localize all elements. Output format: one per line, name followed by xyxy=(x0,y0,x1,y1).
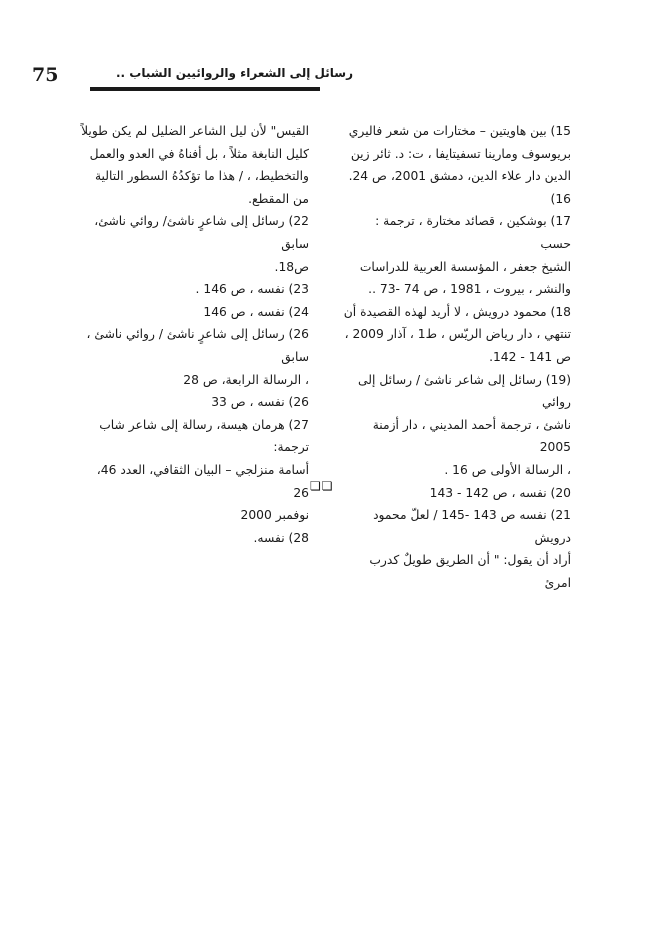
note-line: 26) رسائل إلى شاعرٍ ناشئ / روائي ناشئ ، سابق xyxy=(86,327,309,364)
end-mark: ❏❏ xyxy=(310,479,334,493)
note-line: 20) نفسه ، ص 142 - 143 xyxy=(429,485,571,500)
note-line: والتخطيط، ، / هذا ما تؤكدُهُ السطور التالية xyxy=(94,169,309,184)
page-number: 75 xyxy=(32,64,59,86)
note-line: 23) نفسه ، ص 146 . xyxy=(195,282,309,297)
note-line: كليل النابغة مثلاً ، بل أفناهُ في العدو والعمل xyxy=(89,146,309,161)
note-line: 27) هرمان هيسة، رسالة إلى شاعر شاب ترجمة: xyxy=(99,417,309,455)
note-line: أسامة منزلجي – البيان الثقافي، العدد 46، 26 xyxy=(96,462,309,500)
left-column xyxy=(79,120,309,549)
right-column xyxy=(341,120,571,594)
note-line: ص 141 - 142. xyxy=(489,349,571,364)
note-line: 18) محمود درويش ، لا أريد لهذه القصيدة أن xyxy=(343,304,571,319)
note-line: 22) رسائل إلى شاعرٍ ناشئ/ روائي ناشئ، سابق xyxy=(94,214,309,251)
note-line: ، الرسالة الرابعة، ص 28 xyxy=(183,372,309,387)
note-line: (19) رسائل إلى شاعر ناشئ / رسائل إلى روائي xyxy=(358,372,571,410)
running-title: رسائل إلى الشعراء والروائيين الشباب .. xyxy=(115,66,353,80)
note-line: من المقطع. xyxy=(248,191,309,206)
note-line: أراد أن يقول: " أن الطريق طويلٌ كدرب امرئ xyxy=(369,553,571,590)
note-line: ص18. xyxy=(274,259,309,274)
note-line: القيس" لأن ليل الشاعر الضليل لم يكن طويلاً xyxy=(81,124,309,138)
note-line: 15) بين هاويتين – مختارات من شعر فاليري xyxy=(348,124,571,138)
note-line: الدين دار علاء الدين، دمشق 2001، ص 24. xyxy=(348,169,571,184)
note-line: 24) نفسه ، ص 146 xyxy=(203,304,309,319)
note-line: الشيخ جعفر ، المؤسسة العربية للدراسات xyxy=(359,259,571,274)
header-rule xyxy=(90,87,320,91)
note-line: 21) نفسه ص 143 -145 / لعلّ محمود درويش xyxy=(373,508,571,545)
note-line: ناشئ ، ترجمة أحمد المديني ، دار أزمنة 2005 xyxy=(372,417,571,455)
note-line: نوفمبر 2000 xyxy=(240,508,309,523)
note-line: بريوسوف ومارينا تسفيتايفا ، ت: د. ثائر زين xyxy=(350,146,571,161)
note-line: 17) بوشكين ، قصائد مختارة ، ترجمة : حسب xyxy=(375,214,571,251)
note-line: 16) xyxy=(550,191,571,206)
note-line: ، الرسالة الأولى ص 16 . xyxy=(444,462,571,477)
note-line: تنتهي ، دار رياض الريّس ، ط1 ، آذار 2009 ، xyxy=(344,327,571,342)
note-line: 26) نفسه ، ص 33 xyxy=(211,395,309,410)
note-line: والنشر ، بيروت ، 1981 ، ص 74 -73 .. xyxy=(368,282,571,297)
note-line: 28) نفسه. xyxy=(253,530,309,545)
